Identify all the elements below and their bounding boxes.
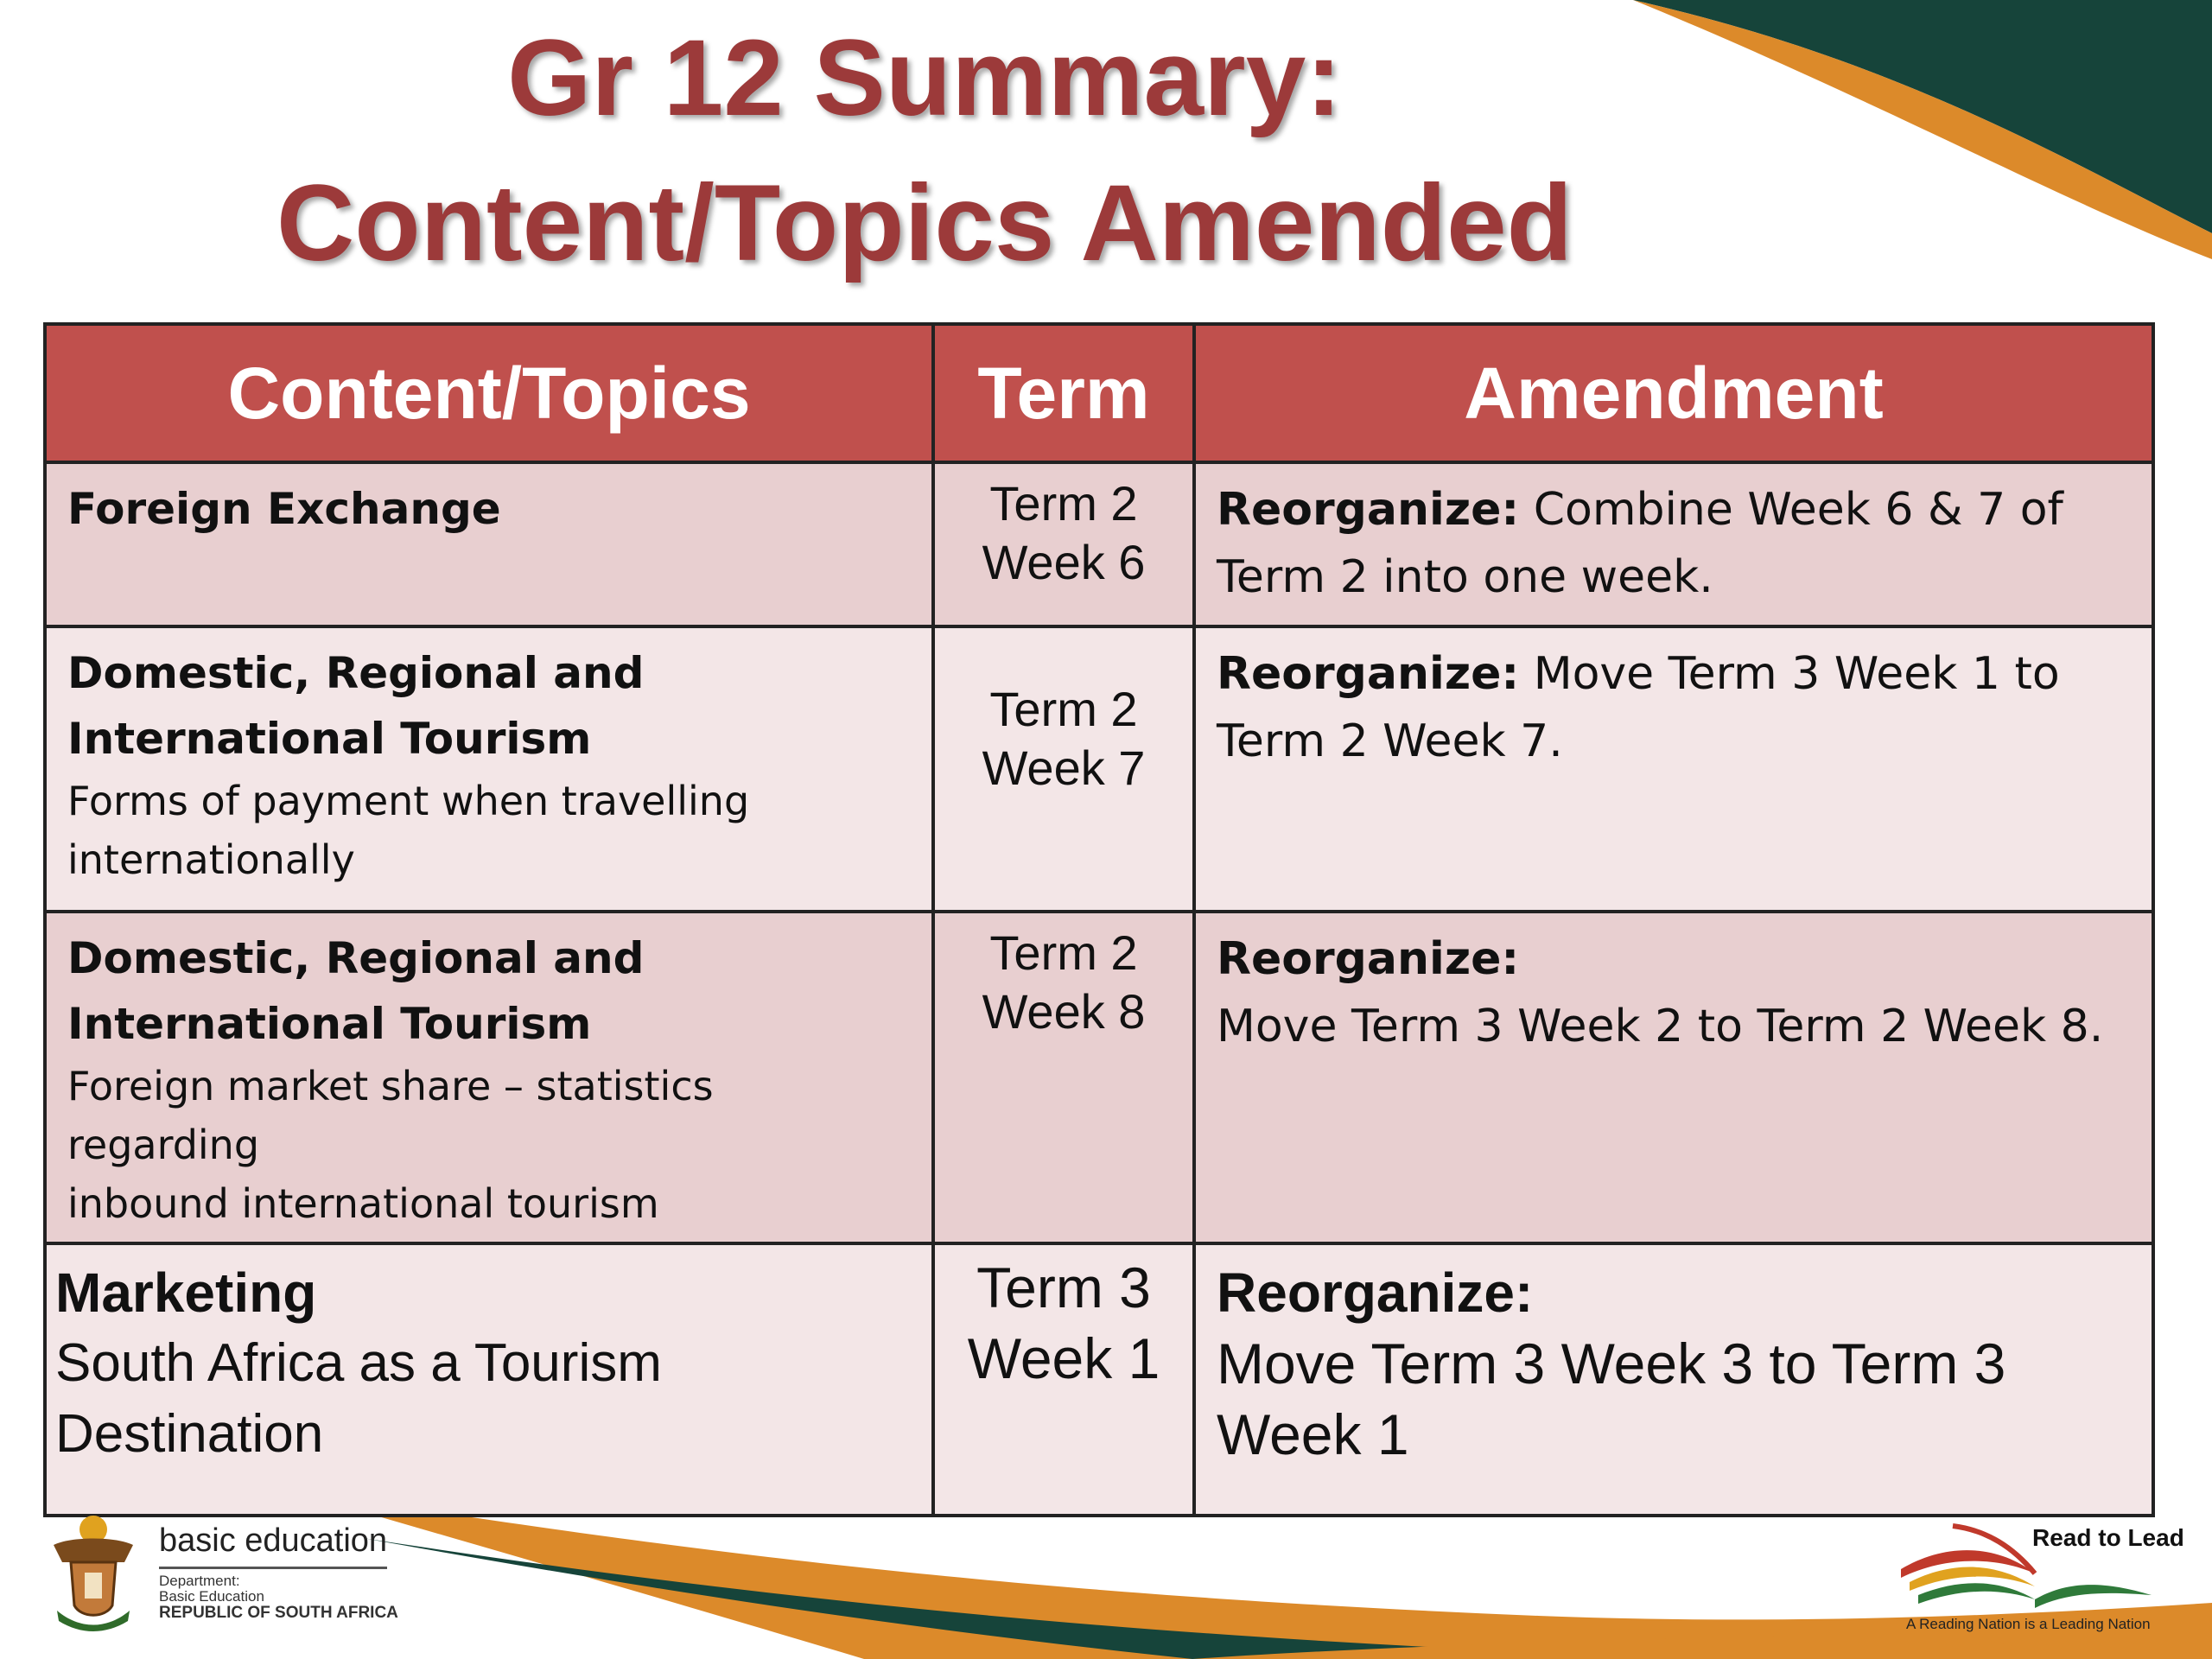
amendment-cell xyxy=(1194,462,2153,626)
term-value: Term 2 Week 7 xyxy=(982,682,1146,795)
table-row xyxy=(45,462,2153,626)
topic-title: Domestic, Regional and International Tourism xyxy=(67,933,645,1049)
page-title-line2: Content/Topics Amended xyxy=(276,163,1573,283)
topic-cell xyxy=(45,462,933,626)
amendment-label: Reorganize: xyxy=(1217,648,1520,700)
amendment-text: Move Term 3 Week 3 to Term 3 Week 1 xyxy=(1217,1332,2006,1466)
read-to-lead-title: Read to Lead xyxy=(2032,1524,2184,1551)
department-country: REPUBLIC OF SOUTH AFRICA xyxy=(159,1604,398,1622)
amendment-cell xyxy=(1194,626,2153,912)
read-to-lead-tagline: A Reading Nation is a Leading Nation xyxy=(1906,1616,2151,1632)
header-term: Term xyxy=(933,324,1194,462)
department-line: Department: xyxy=(159,1573,240,1589)
term-value: Term 2 Week 8 xyxy=(982,925,1146,1039)
term-value: Term 3 Week 1 xyxy=(967,1255,1160,1390)
coat-of-arms-icon xyxy=(45,1510,142,1631)
amendment-text: Move Term 3 Week 2 to Term 2 Week 8. xyxy=(1217,1001,2104,1052)
topic-cell xyxy=(45,912,933,1243)
amendment-label: Reorganize: xyxy=(1217,933,1520,985)
topic-subtitle: Foreign market share – statistics regarding inbound international tourism xyxy=(67,1063,714,1227)
topic-title: Marketing xyxy=(55,1262,317,1324)
term-cell xyxy=(933,626,1194,912)
table-row xyxy=(45,626,2153,912)
topic-subtitle: Forms of payment when travelling internationally xyxy=(67,778,750,883)
term-cell xyxy=(933,1243,1194,1516)
topic-cell xyxy=(45,1243,933,1516)
amendment-text: Combine Week 6 & 7 of Term 2 into one week. xyxy=(1217,484,2063,603)
term-value: Term 2 Week 6 xyxy=(982,476,1146,589)
topic-subtitle: South Africa as a Tourism Destination xyxy=(55,1333,662,1464)
table-header-row xyxy=(45,324,2153,462)
amendment-text: Move Term 3 Week 1 to Term 2 Week 7. xyxy=(1217,648,2060,767)
page-title-line1: Gr 12 Summary: xyxy=(507,18,1342,138)
topic-cell xyxy=(45,626,933,912)
topic-title: Foreign Exchange xyxy=(67,484,501,534)
amendment-cell xyxy=(1194,912,2153,1243)
topic-title: Domestic, Regional and International Tourism xyxy=(67,648,645,764)
department-name: basic education xyxy=(159,1522,388,1559)
department-line: Basic Education xyxy=(159,1588,264,1605)
amendment-label: Reorganize: xyxy=(1217,1262,1534,1324)
amendment-label: Reorganize: xyxy=(1217,484,1520,536)
table-row xyxy=(45,912,2153,1243)
header-amendment: Amendment xyxy=(1194,324,2153,462)
amendment-cell xyxy=(1194,1243,2153,1516)
term-cell xyxy=(933,912,1194,1243)
term-cell xyxy=(933,462,1194,626)
department-divider xyxy=(159,1567,387,1569)
amendments-table xyxy=(43,322,2155,1517)
table-row xyxy=(45,1243,2153,1516)
header-content-topics: Content/Topics xyxy=(45,324,933,462)
